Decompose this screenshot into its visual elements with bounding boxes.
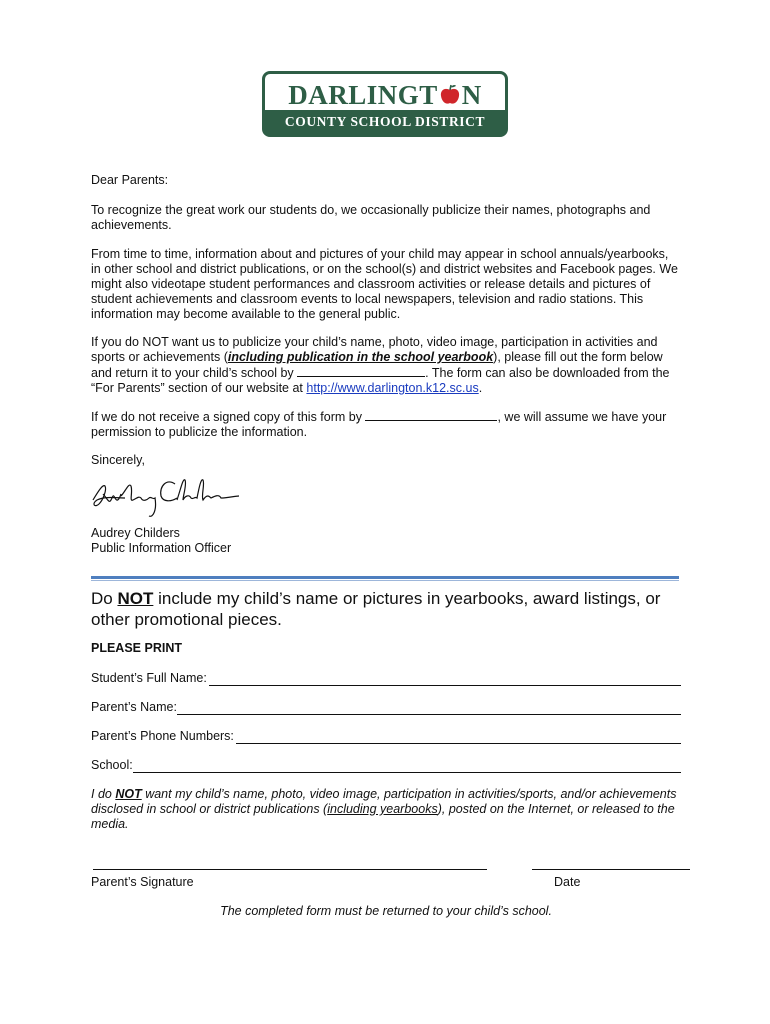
parent-name-label: Parent’s Name: bbox=[91, 700, 177, 714]
student-name-field bbox=[91, 671, 681, 686]
footer-note: The completed form must be returned to your child’s school. bbox=[220, 904, 552, 918]
date-line[interactable] bbox=[532, 869, 690, 870]
student-name-input[interactable] bbox=[209, 673, 681, 686]
para3-text-a: If you do NOT want us to publicize your child’s name, photo, video image, participation in activities and sports or achievements ( bbox=[91, 335, 658, 364]
para3-emphasis: including publication in the school yearbook bbox=[227, 350, 494, 364]
paragraph-publicity: From time to time, information about and pictures of your child may appear in school annuals/yearbooks, in other school and district publications, or on the school(s) and district websites and Facebook pages. We might also videotape student performances and classroom activities or release details and pictures of student achievements and classroom events to local newspapers, television and radio stations. This information may become available to the general public. bbox=[91, 247, 678, 321]
opt-out-statement bbox=[91, 787, 681, 832]
paragraph-deadline bbox=[91, 409, 681, 440]
logo-subtitle: COUNTY SCHOOL DISTRICT bbox=[265, 110, 505, 134]
apple-icon bbox=[439, 84, 461, 106]
statement-text-a: I do bbox=[91, 787, 116, 801]
parent-signature-line[interactable] bbox=[93, 869, 487, 870]
phone-input[interactable] bbox=[236, 731, 681, 744]
handwritten-signature bbox=[89, 470, 239, 522]
statement-including: including yearbooks bbox=[327, 802, 438, 816]
heading-text-a: Do bbox=[91, 589, 118, 608]
logo-title bbox=[265, 77, 505, 113]
para4-text-a: If we do not receive a signed copy of this form by bbox=[91, 410, 362, 424]
heading-not: NOT bbox=[117, 589, 154, 608]
parent-name-input[interactable] bbox=[177, 702, 681, 715]
school-input[interactable] bbox=[133, 760, 681, 773]
statement-text-c: ), posted on the Internet, or released to the media. bbox=[91, 802, 675, 831]
para3-text-d: . bbox=[478, 381, 483, 395]
paragraph-recognize: To recognize the great work our students do, we occasionally publicize their names, photographs and achievements. bbox=[91, 203, 651, 232]
logo-name-part1: DARLINGT bbox=[288, 80, 438, 110]
signer-name: Audrey Childers bbox=[91, 526, 180, 540]
signer-title: Public Information Officer bbox=[91, 541, 232, 555]
para3-text-c: . The form can also be downloaded from the “For Parents” section of our website at bbox=[91, 366, 670, 395]
please-print-label: PLEASE PRINT bbox=[91, 641, 182, 655]
school-label: School: bbox=[91, 758, 133, 772]
section-divider bbox=[91, 576, 679, 579]
para4-text-b: , we will assume we have your permission to publicize the information. bbox=[91, 410, 667, 439]
phone-label: Parent’s Phone Numbers: bbox=[91, 729, 234, 743]
heading-text-b: include my child’s name or pictures in yearbooks, award listings, or other promotional pieces. bbox=[91, 589, 661, 629]
return-date-blank[interactable] bbox=[297, 365, 425, 377]
parent-signature-label: Parent’s Signature bbox=[91, 875, 194, 889]
greeting: Dear Parents: bbox=[91, 173, 169, 187]
student-name-label: Student’s Full Name: bbox=[91, 671, 207, 685]
paragraph-opt-out bbox=[91, 335, 681, 396]
form-heading bbox=[91, 588, 691, 630]
website-link[interactable]: http://www.darlington.k12.sc.us bbox=[306, 381, 479, 395]
closing: Sincerely, bbox=[91, 453, 145, 467]
statement-not: NOT bbox=[115, 787, 142, 801]
deadline-blank[interactable] bbox=[365, 409, 497, 421]
school-field bbox=[91, 758, 681, 773]
logo-name-part2: N bbox=[461, 80, 482, 110]
para3-text-b: ), please fill out the form below and return it to your child’s school by bbox=[91, 350, 663, 380]
phone-field bbox=[91, 729, 681, 744]
date-label: Date bbox=[554, 875, 581, 889]
parent-name-field bbox=[91, 700, 681, 715]
section-divider-shadow bbox=[91, 580, 679, 581]
statement-text-b: want my child’s name, photo, video image, participation in activities/sports, and/or achievements disclosed in school or district publications ( bbox=[91, 787, 677, 816]
district-logo bbox=[262, 71, 508, 137]
